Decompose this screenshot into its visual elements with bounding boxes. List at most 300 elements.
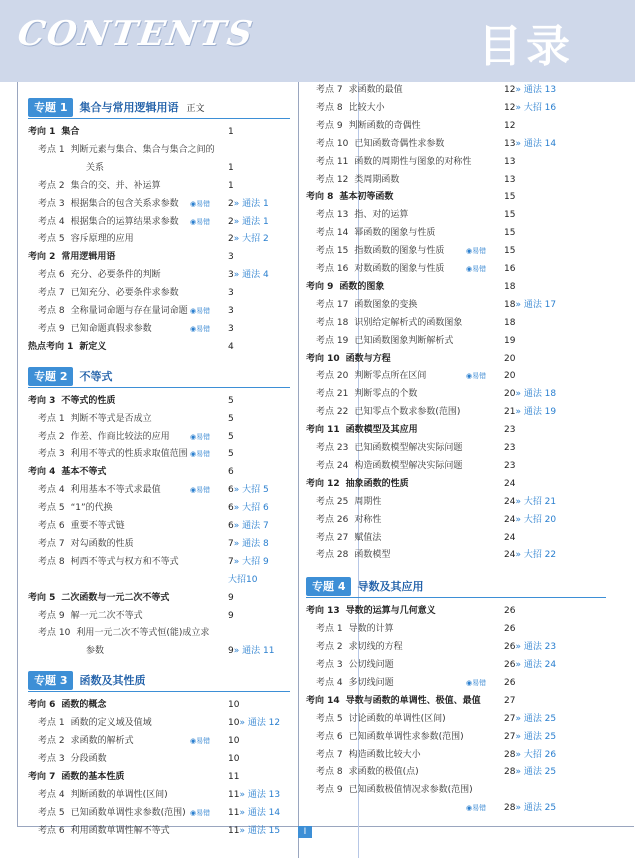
page-number-ref: 15 <box>504 246 516 257</box>
page-ref <box>504 747 556 764</box>
entry-title: 已知命题真假求参数 <box>70 323 152 334</box>
chapter-entry <box>28 124 79 141</box>
entry-label: 考点 18 <box>316 317 349 328</box>
section-header <box>28 98 205 117</box>
method-ref: » 通法 1 <box>233 198 269 209</box>
page-number-ref: 26 <box>504 660 516 670</box>
entry-label: 考点 14 <box>316 228 349 239</box>
page-ref <box>228 321 234 338</box>
page-number-ref: 5 <box>228 395 234 406</box>
page-number-ref: 2 <box>228 216 234 227</box>
entry-label: 考向 6 <box>28 700 56 711</box>
topic-entry <box>38 321 152 338</box>
difficulty-tag: ◉易错 <box>466 247 487 256</box>
page-ref <box>504 368 515 385</box>
entry-label: 考点 10 <box>316 138 349 149</box>
topic-entry <box>316 747 421 764</box>
section-title: 集合与常用逻辑用语 <box>79 101 179 114</box>
chapter-entry <box>28 697 106 714</box>
page-number-ref: 27 <box>504 731 516 742</box>
page-ref <box>504 172 515 189</box>
topic-entry <box>38 805 186 822</box>
page-ref <box>228 608 234 625</box>
entry-label: 考向 9 <box>306 281 334 292</box>
entry-label: 考点 24 <box>316 460 349 471</box>
page-ref <box>504 530 515 547</box>
entry-title: 类周期函数 <box>354 174 400 185</box>
topic-entry <box>38 303 188 320</box>
entry-title: 公切线问题 <box>348 660 394 670</box>
topic-entry <box>38 500 113 517</box>
page-number-ref: 24 <box>504 478 516 489</box>
topic-entry <box>316 639 403 656</box>
entry-label: 考点 4 <box>316 677 343 688</box>
topic-entry <box>38 411 152 428</box>
method-ref: » 通法 18 <box>515 389 557 400</box>
entry-label: 考向 2 <box>28 252 56 263</box>
entry-label: 考点 1 <box>38 144 65 155</box>
entry-label: 考点 9 <box>38 610 65 621</box>
entry-label: 考点 5 <box>38 234 65 245</box>
page-ref <box>228 823 280 840</box>
page-number-ref: 1 <box>228 180 234 191</box>
difficulty-tag: ◉易错 <box>190 450 211 459</box>
method-ref: » 通法 25 <box>515 767 557 778</box>
entry-title: 常用逻辑用语 <box>61 252 116 263</box>
page-ref <box>504 639 556 656</box>
entry-title: 分段函数 <box>70 753 107 764</box>
topic-entry <box>38 715 152 732</box>
entry-title: 已知函数极值情况求参数(范围) <box>348 785 473 796</box>
section-title: 不等式 <box>79 369 113 383</box>
page-number-ref: 28 <box>504 803 516 814</box>
entry-title: 已知充分、必要条件求参数 <box>70 288 179 299</box>
entry-title: 构造函数模型解决实际问题 <box>354 460 463 471</box>
method-ref: » 通法 25 <box>515 803 557 814</box>
page-number-ref: 12 <box>504 85 516 95</box>
page-ref <box>504 404 556 421</box>
chapter-entry <box>306 279 384 296</box>
entry-title: 多切线问题 <box>348 677 394 688</box>
entry-label: 考点 4 <box>38 789 65 800</box>
entry-label: 考点 12 <box>316 174 349 185</box>
topic-entry <box>38 178 161 195</box>
page-ref <box>228 124 234 141</box>
method-ref: » 通法 12 <box>239 718 281 729</box>
entry-title: 充分、必要条件的判断 <box>70 270 161 281</box>
page-ref <box>504 764 556 781</box>
page-ref <box>504 82 556 99</box>
page-number-ref: 6 <box>228 485 234 496</box>
page-number-ref: 6 <box>228 521 234 531</box>
page-number-ref: 7 <box>228 556 234 567</box>
page-number-ref: 26 <box>504 677 516 688</box>
page-number-ref: 3 <box>228 306 234 316</box>
topic-entry <box>316 729 464 746</box>
chapter-entry <box>28 464 106 481</box>
entry-title: 导数与函数的单调性、极值、最值 <box>345 695 481 706</box>
entry-label: 考向 5 <box>28 592 56 603</box>
page-ref <box>228 464 234 481</box>
page-number-ref: 1 <box>228 162 234 173</box>
entry-title: 求函数的最值 <box>348 85 403 95</box>
difficulty-tag: ◉易错 <box>466 265 487 273</box>
topic-entry <box>316 100 385 117</box>
page-number-ref: 4 <box>228 341 234 352</box>
method-ref: » 通法 19 <box>515 407 557 418</box>
page-ref <box>504 603 515 620</box>
entry-title: 函数的概念 <box>61 700 107 711</box>
method-ref: » 通法 13 <box>239 789 281 800</box>
entry-label: 考点 4 <box>38 485 65 496</box>
entry-title: 容斥原理的应用 <box>70 234 134 245</box>
entry-title: 新定义 <box>79 341 107 352</box>
page-ref <box>228 303 234 320</box>
page-ref <box>504 657 556 674</box>
entry-label: 考点 22 <box>316 407 349 418</box>
entry-label: 考点 2 <box>316 642 343 653</box>
page-number-ref: 11 <box>228 825 240 836</box>
page-ref <box>504 100 556 117</box>
page-number-ref: 2 <box>228 234 234 245</box>
page-number-ref: 10 <box>228 700 240 711</box>
entry-label: 考点 2 <box>38 431 65 442</box>
page-number-ref: 3 <box>228 270 234 281</box>
entry-title: 已知零点个数求参数(范围) <box>354 407 461 418</box>
entry-title: 利用一元二次不等式恒(能)成立求 <box>76 628 210 639</box>
page-number-ref: 1 <box>228 127 234 137</box>
page-number-ref: 13 <box>504 174 516 185</box>
entry-title: 赋值法 <box>354 532 382 543</box>
page-number-ref: 9 <box>228 610 234 621</box>
entry-label: 考点 1 <box>38 413 65 424</box>
page-ref <box>228 787 280 804</box>
entry-label: 考向 12 <box>306 478 340 489</box>
entry-title: 函数模型及其应用 <box>345 425 418 436</box>
entry-title: 集合 <box>61 127 80 137</box>
entry-label: 考点 21 <box>316 389 349 400</box>
entry-title: 函数图象的变换 <box>354 299 418 310</box>
entry-title: 利用基本不等式求最值 <box>70 485 161 496</box>
page-ref <box>504 225 515 242</box>
page-number-ref: 15 <box>504 228 516 239</box>
method-ref: » 大招 6 <box>233 503 269 514</box>
method-ref: » 通法 11 <box>233 646 275 657</box>
page-number-ref: 5 <box>228 431 234 442</box>
topic-entry <box>316 82 403 99</box>
page-number-ref: 24 <box>504 532 516 543</box>
topic-entry <box>316 243 444 260</box>
chapter-entry <box>306 693 481 710</box>
page-number-ref: 28 <box>504 767 516 778</box>
page-number-ref: 23 <box>504 425 516 436</box>
entry-label: 考点 8 <box>316 102 343 113</box>
page-ref <box>504 476 515 493</box>
entry-title: 已知函数单调性求参数(范围) <box>348 731 464 742</box>
difficulty-tag: ◉易错 <box>466 372 487 381</box>
page-number-ref: 5 <box>228 449 234 460</box>
entry-title: 柯西不等式与权方和不等式 <box>70 556 179 567</box>
topic-entry <box>316 621 394 638</box>
method-ref: » 大招 21 <box>515 496 557 507</box>
section-title: 导数及其应用 <box>357 580 424 594</box>
section-header <box>306 577 423 596</box>
difficulty-tag: ◉易错 <box>190 432 211 441</box>
topic-entry <box>316 154 471 171</box>
method-ref: » 大招 9 <box>233 556 269 567</box>
entry-title: 基本初等函数 <box>339 192 394 203</box>
topic-entry <box>316 333 453 350</box>
entry-title: 导数的计算 <box>348 624 394 635</box>
page-number-ref: 28 <box>504 749 516 760</box>
entry-title: 求函数的极值(点) <box>348 767 419 778</box>
page-ref <box>504 333 515 350</box>
method-ref: » 通法 8 <box>233 538 269 549</box>
topic-entry <box>316 675 394 692</box>
entry-label: 考点 15 <box>316 246 349 257</box>
entry-continuation <box>38 643 104 660</box>
page-ref <box>504 136 556 153</box>
entry-label: 考点 8 <box>38 306 65 316</box>
entry-title: 函数模型 <box>354 550 391 561</box>
entry-title: 已知函数单调性求参数(范围) <box>70 807 186 818</box>
page-number-ref: 9 <box>228 646 234 657</box>
page-ref <box>228 805 280 822</box>
header-banner <box>0 0 635 82</box>
difficulty-tag: ◉易错 <box>466 678 487 687</box>
entry-title: 讨论函数的单调性(区间) <box>348 713 446 724</box>
entry-title: 关系 <box>86 162 105 173</box>
entry-title: 指、对的运算 <box>354 210 409 221</box>
page-ref <box>504 440 515 457</box>
column-divider <box>298 82 299 858</box>
entry-title: 作差、作商比较法的应用 <box>70 431 170 442</box>
topic-entry <box>38 267 161 284</box>
page-number-ref: 15 <box>504 192 516 203</box>
method-ref: » 大招 26 <box>515 749 557 760</box>
page-number-ref: 18 <box>504 281 516 292</box>
page-number-ref: 16 <box>504 264 516 274</box>
section-header <box>28 367 112 386</box>
topic-entry <box>38 285 179 302</box>
topic-entry <box>316 764 419 781</box>
method-ref: » 大招 16 <box>515 102 557 113</box>
method-ref: » 大招 22 <box>515 550 557 561</box>
entry-label: 考点 4 <box>38 216 65 227</box>
entry-title: 函数的基本性质 <box>61 771 125 782</box>
entry-title: 已知函数图象判断解析式 <box>354 335 454 346</box>
page-number-ref: 13 <box>504 156 516 167</box>
page-ref <box>228 554 269 571</box>
entry-title: 判断零点所在区间 <box>354 371 427 382</box>
entry-label: 考向 8 <box>306 192 334 203</box>
entry-title: 已知函数模型解决实际问题 <box>354 443 463 453</box>
page-ref <box>228 482 269 499</box>
entry-title: 求函数的解析式 <box>70 736 134 746</box>
page-ref <box>228 572 257 589</box>
method-ref: » 通法 23 <box>515 642 557 653</box>
entry-label: 考点 9 <box>316 120 343 131</box>
page-ref <box>504 693 515 710</box>
chapter-entry <box>28 590 169 607</box>
section-number: 专题 4 <box>306 577 351 596</box>
difficulty-tag: ◉易错 <box>190 324 211 333</box>
page-number-ref: 23 <box>504 460 516 471</box>
entry-label: 热点考向 1 <box>28 341 74 352</box>
entry-title: 集合的交、并、补运算 <box>70 180 161 191</box>
page-number-ref: 18 <box>504 299 516 310</box>
entry-label: 考点 2 <box>38 736 65 746</box>
topic-entry <box>316 136 444 153</box>
entry-title: 函数与方程 <box>345 353 391 364</box>
entry-title: 不等式的性质 <box>61 395 116 406</box>
entry-label: 考点 6 <box>38 521 65 531</box>
entry-title: 比较大小 <box>348 102 385 113</box>
entry-label: 考点 5 <box>38 503 65 514</box>
entry-label: 考点 19 <box>316 335 349 346</box>
topic-entry <box>316 386 417 403</box>
entry-title: 幂函数的图象与性质 <box>354 228 436 239</box>
entry-label: 考点 5 <box>38 807 65 818</box>
section-rule <box>28 118 290 119</box>
entry-label: 考点 9 <box>316 785 343 796</box>
entry-label: 考点 7 <box>38 538 65 549</box>
page-number-ref: 26 <box>504 624 516 635</box>
entry-title: “1”的代换 <box>70 503 113 514</box>
topic-entry <box>38 554 179 571</box>
topic-entry <box>38 142 215 159</box>
entry-title: 构造函数比较大小 <box>348 749 421 760</box>
page-number-ref: 2 <box>228 198 234 209</box>
page-ref <box>504 386 556 403</box>
entry-label: 考点 6 <box>316 731 343 742</box>
section-rule <box>28 387 290 388</box>
entry-title: 导数的运算与几何意义 <box>345 606 436 617</box>
page-ref <box>504 351 515 368</box>
entry-title: 判断不等式是否成立 <box>70 413 152 424</box>
page-number-ref: 3 <box>228 323 234 334</box>
page-ref <box>228 697 239 714</box>
page-ref <box>504 297 556 314</box>
page-number-ref: 18 <box>504 317 516 328</box>
topic-entry <box>38 608 143 625</box>
entry-title: 判断元素与集合、集合与集合之间的 <box>70 144 215 155</box>
topic-entry <box>316 711 446 728</box>
topic-entry <box>38 787 168 804</box>
entry-label: 考点 6 <box>38 825 65 836</box>
chapter-entry <box>28 339 106 356</box>
page-ref <box>504 118 515 135</box>
topic-entry <box>316 172 399 189</box>
page-number-ref: 24 <box>504 514 516 525</box>
page-number-ref: 6 <box>228 467 234 478</box>
method-ref: » 通法 7 <box>233 521 269 531</box>
page-number-ref: 20 <box>504 371 516 382</box>
page-number-ref: 10 <box>228 718 240 729</box>
entry-title: 抽象函数的性质 <box>345 478 409 489</box>
page-number-ref: 26 <box>504 642 516 653</box>
topic-entry <box>316 368 426 385</box>
page-number-ref: 20 <box>504 353 516 364</box>
page-ref <box>504 261 515 278</box>
entry-title: 解一元二次不等式 <box>70 610 143 621</box>
entry-title: 识别给定解析式的函数图象 <box>354 317 463 328</box>
page-ref <box>228 178 234 195</box>
chapter-entry <box>28 769 124 786</box>
entry-label: 考点 3 <box>38 449 65 460</box>
entry-label: 考点 7 <box>316 85 343 95</box>
difficulty-tag: ◉易错 <box>190 217 211 226</box>
page-number-ref: 11 <box>228 789 240 800</box>
topic-entry <box>316 547 390 564</box>
page-number-ref: 20 <box>504 389 516 400</box>
entry-title: 判断函数的单调性(区间) <box>70 789 168 800</box>
entry-title: 利用函数单调性解不等式 <box>70 825 170 836</box>
page-ref <box>228 214 269 231</box>
entry-title: 基本不等式 <box>61 467 107 478</box>
page-number-ref: 21 <box>504 407 516 418</box>
page-ref <box>228 769 239 786</box>
entry-title: 函数的周期性与图象的对称性 <box>354 156 472 167</box>
entry-label: 考向 14 <box>306 695 340 706</box>
page-number-ref: 12 <box>504 120 516 131</box>
method-ref: » 通法 13 <box>515 85 557 95</box>
section-note: 正文 <box>186 104 205 114</box>
page-ref <box>228 249 234 266</box>
page-ref <box>504 315 515 332</box>
method-ref: » 通法 14 <box>239 807 281 818</box>
page-ref <box>228 446 234 463</box>
entry-label: 考点 7 <box>316 749 343 760</box>
entry-title: 周期性 <box>354 496 382 507</box>
entry-label: 考点 2 <box>38 180 65 191</box>
entry-title: 参数 <box>86 646 105 657</box>
topic-entry <box>38 733 134 750</box>
method-ref: » 大招 5 <box>233 485 269 496</box>
page-number-ref: 6 <box>228 503 234 514</box>
method-ref: » 大招 2 <box>233 234 269 245</box>
page-ref <box>228 643 274 660</box>
entry-label: 考点 9 <box>38 323 65 334</box>
header-title-cn: 目录 <box>478 21 574 72</box>
topic-entry <box>316 494 381 511</box>
page-number-ref: 3 <box>228 252 234 263</box>
entry-label: 考点 25 <box>316 496 349 507</box>
page-number-ref: 9 <box>228 592 234 603</box>
entry-title: 对称性 <box>354 514 382 525</box>
entry-label: 考点 8 <box>38 556 65 567</box>
page-ref <box>504 243 515 260</box>
page-ref <box>504 800 556 817</box>
topic-entry <box>316 782 473 799</box>
method-ref: » 通法 14 <box>515 138 557 149</box>
topic-entry <box>38 214 179 231</box>
page-ref <box>228 267 269 284</box>
method-ref: » 通法 25 <box>515 731 557 742</box>
entry-label: 考点 26 <box>316 514 349 525</box>
entry-label: 考点 7 <box>38 288 65 299</box>
chapter-entry <box>306 351 391 368</box>
entry-title: 指数函数的图象与性质 <box>354 246 445 257</box>
page-ref <box>504 621 515 638</box>
method-ref: » 通法 15 <box>239 825 281 836</box>
topic-entry <box>316 657 394 674</box>
topic-entry <box>38 751 107 768</box>
section-number: 专题 3 <box>28 671 73 690</box>
method-ref: » 通法 24 <box>515 660 557 670</box>
entry-label: 考点 6 <box>38 270 65 281</box>
topic-entry <box>38 446 188 463</box>
